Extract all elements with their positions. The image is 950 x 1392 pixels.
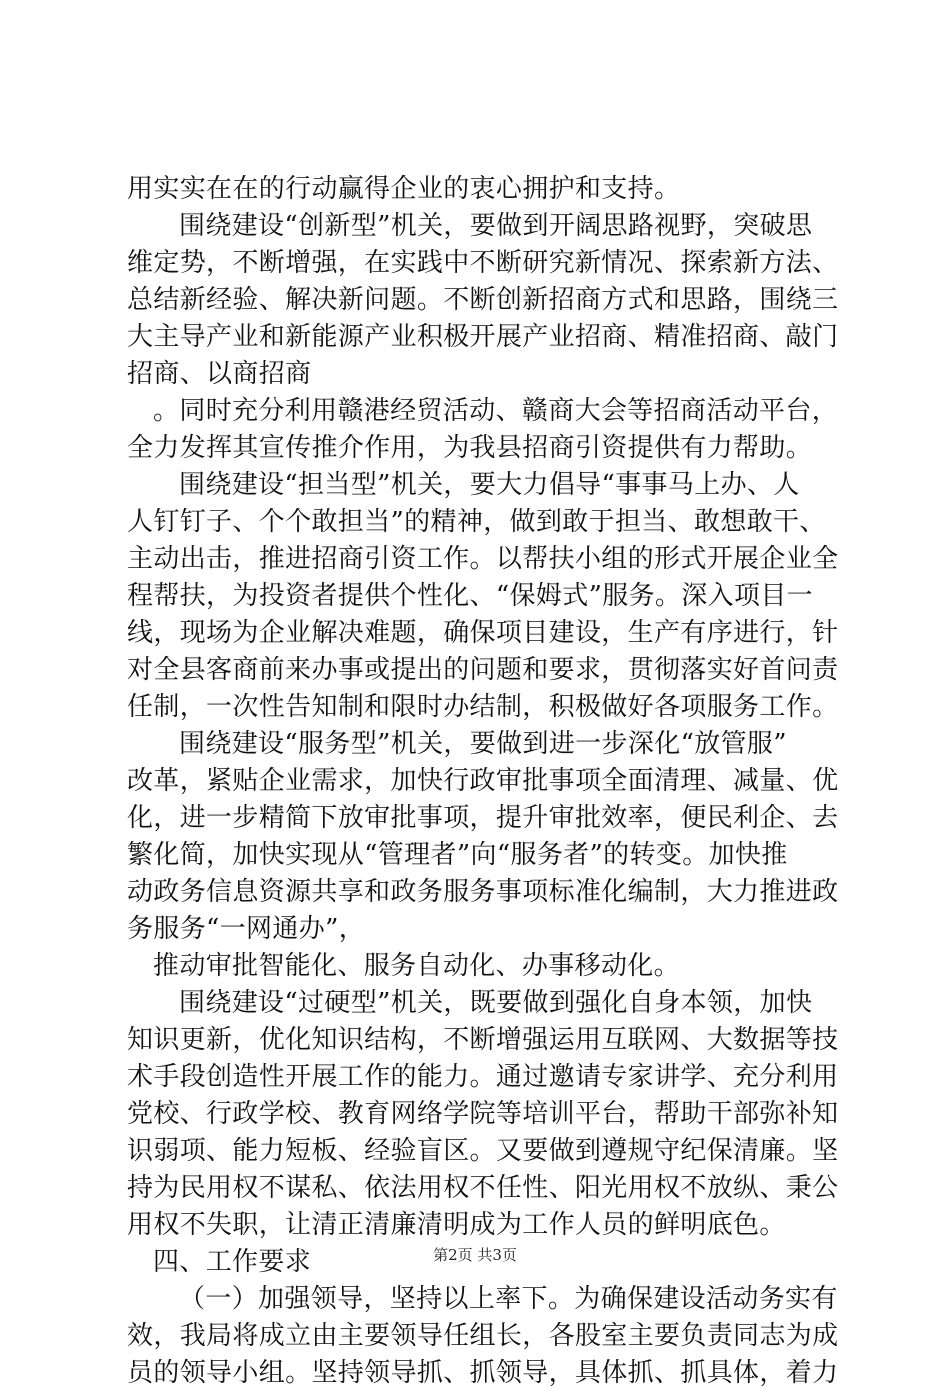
text-line: 效，我局将成立由主要领导任组长，各股室主要负责同志为成: [127, 1321, 839, 1351]
text-line: 党校、行政学校、教育网络学院等培训平台，帮助干部弥补知: [127, 1099, 839, 1129]
text-line: 。同时充分利用赣港经贸活动、赣商大会等招商活动平台，: [153, 396, 839, 426]
text-line: 对全县客商前来办事或提出的问题和要求，贯彻落实好首问责: [127, 655, 839, 685]
text-line: 围绕建设“创新型”机关，要做到开阔思路视野，突破思: [179, 211, 813, 241]
text-line: 人钉钉子、个个敢担当”的精神，做到敢于担当、敢想敢干、: [127, 507, 826, 537]
text-line: （一）加强领导，坚持以上率下。为确保建设活动务实有: [179, 1284, 838, 1314]
text-line: 任制，一次性告知制和限时办结制，积极做好各项服务工作。: [127, 692, 839, 722]
text-line: 改革，紧贴企业需求，加快行政审批事项全面清理、减量、优: [127, 766, 839, 796]
text-line: 用权不失职，让清正清廉清明成为工作人员的鲜明底色。: [127, 1210, 786, 1240]
section-heading: 四、工作要求: [153, 1247, 312, 1277]
text-line: 线，现场为企业解决难题，确保项目建设，生产有序进行，针: [127, 618, 839, 648]
text-line: 术手段创造性开展工作的能力。通过邀请专家讲学、充分利用: [127, 1062, 839, 1092]
text-line: 维定势，不断增强，在实践中不断研究新情况、探索新方法、: [127, 248, 839, 278]
page-footer: 第2页 共3页: [433, 1246, 517, 1264]
text-line: 化，进一步精简下放审批事项，提升审批效率，便民利企、去: [127, 803, 839, 833]
text-line: 务服务“一网通办”，: [127, 914, 366, 944]
text-line: 围绕建设“服务型”机关，要做到进一步深化“放管服”: [179, 729, 787, 759]
text-line: 招商、以商招商: [127, 359, 312, 389]
text-line: 大主导产业和新能源产业积极开展产业招商、精准招商、敲门: [127, 322, 839, 352]
text-line: 主动出击，推进招商引资工作。以帮扶小组的形式开展企业全: [127, 544, 839, 574]
body-text: [127, 171, 839, 1392]
text-line: 程帮扶，为投资者提供个性化、“保姆式”服务。深入项目一: [127, 581, 814, 611]
text-line: 繁化简，加快实现从“管理者”向“服务者”的转变。加快推: [127, 840, 788, 870]
text-line: 总结新经验、解决新问题。不断创新招商方式和思路，围绕三: [127, 285, 839, 315]
text-line: 员的领导小组。坚持领导抓、抓领导，具体抓、抓具体，着力: [127, 1358, 839, 1388]
text-line: 知识更新，优化知识结构，不断增强运用互联网、大数据等技: [127, 1025, 839, 1055]
text-line: 持为民用权不谋私、依法用权不任性、阳光用权不放纵、秉公: [127, 1173, 839, 1203]
text-line: 动政务信息资源共享和政务服务事项标准化编制，大力推进政: [127, 877, 839, 907]
text-line: 围绕建设“过硬型”机关，既要做到强化自身本领，加快: [179, 988, 813, 1018]
text-line: 围绕建设“担当型”机关，要大力倡导“事事马上办、人: [179, 470, 800, 500]
text-line: 全力发挥其宣传推介作用，为我县招商引资提供有力帮助。: [127, 433, 813, 463]
text-line: 用实实在在的行动赢得企业的衷心拥护和支持。: [127, 174, 681, 204]
text-line: 推动审批智能化、服务自动化、办事移动化。: [153, 951, 681, 981]
text-line: 识弱项、能力短板、经验盲区。又要做到遵规守纪保清廉。坚: [127, 1136, 839, 1166]
